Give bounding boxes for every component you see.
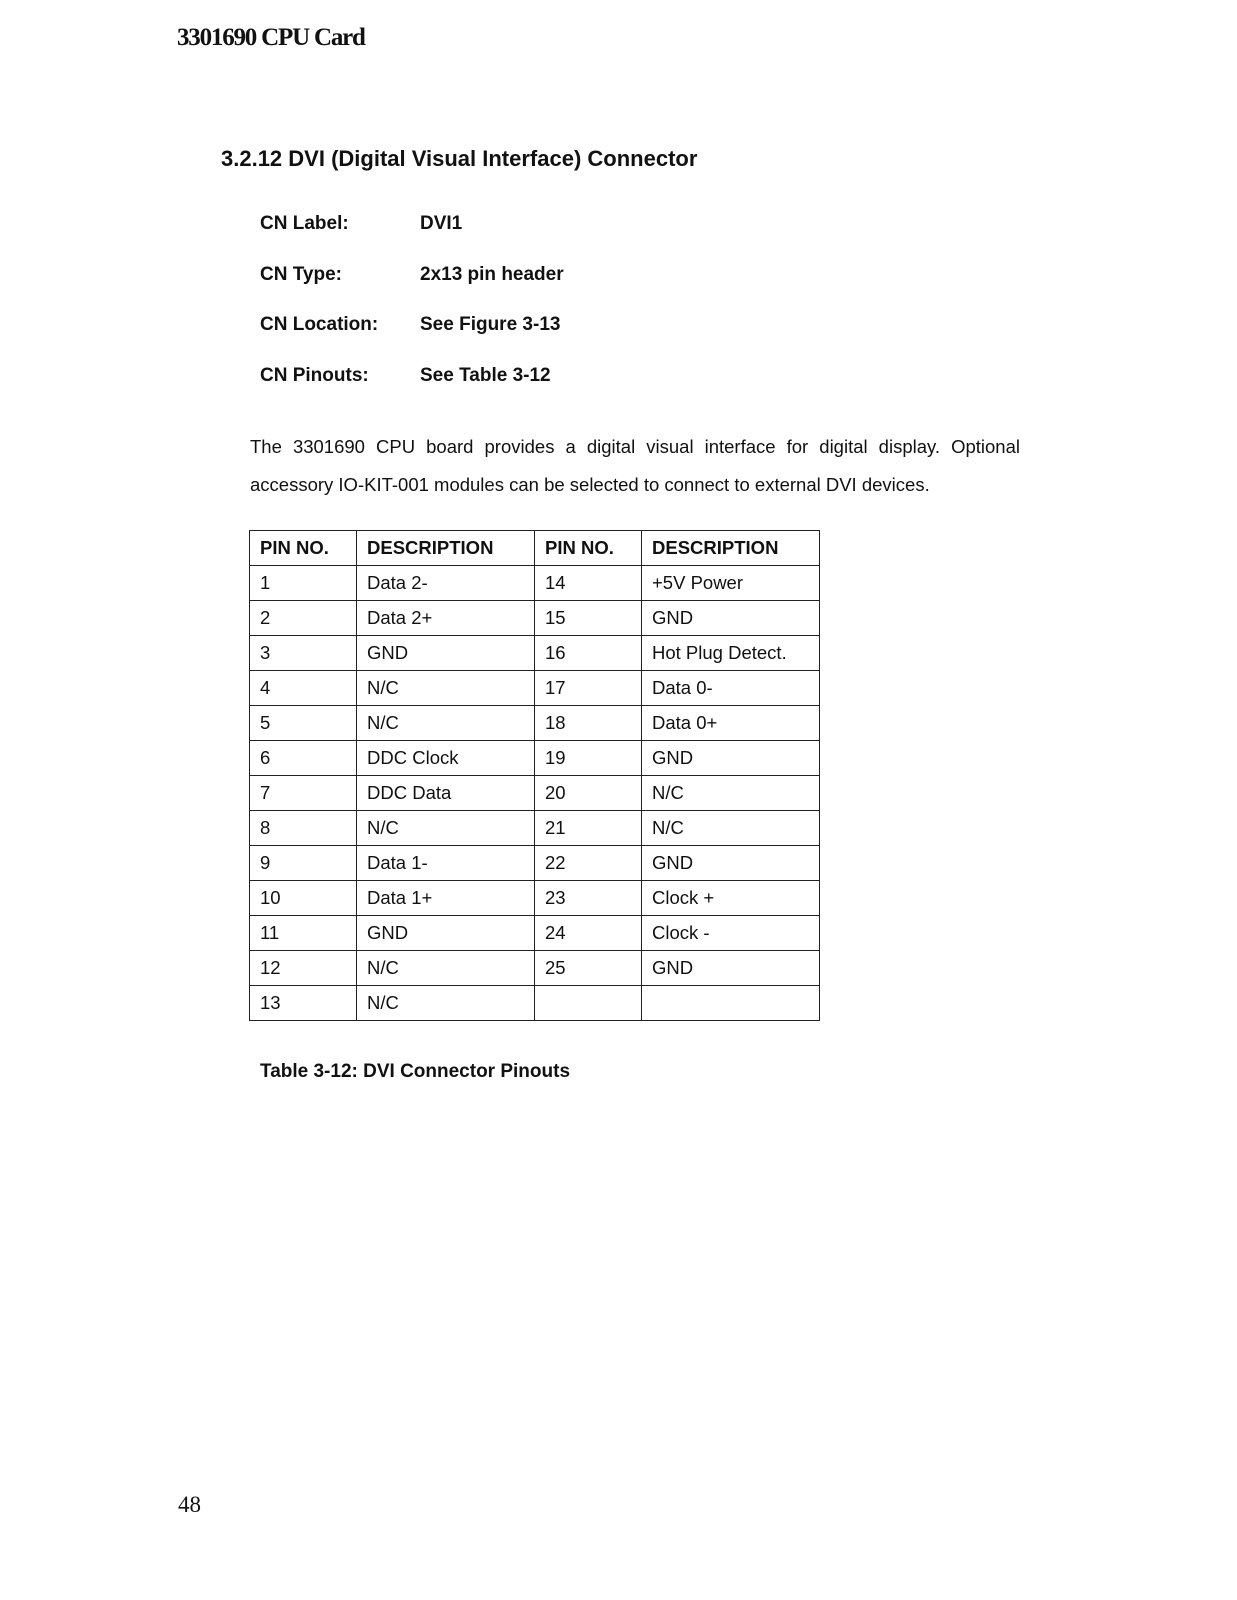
table-cell: 15 [535, 601, 642, 636]
table-row [250, 671, 820, 706]
table-cell: 24 [535, 916, 642, 951]
spec-value: 2x13 pin header [420, 263, 564, 285]
column-header: PIN NO. [535, 531, 642, 566]
spec-row-type [260, 264, 564, 315]
spec-value: See Figure 3-13 [420, 314, 561, 335]
table-cell: 5 [250, 706, 357, 741]
table-header-row [250, 531, 820, 566]
table-cell: 3 [250, 636, 357, 671]
table-cell: DDC Data [357, 776, 535, 811]
table-cell: GND [357, 916, 535, 951]
table-cell: GND [642, 846, 820, 881]
table-cell: 21 [535, 811, 642, 846]
table-cell: 1 [250, 566, 357, 601]
spec-row-location [260, 314, 564, 365]
spec-row-label [260, 213, 564, 264]
connector-spec-list [260, 213, 564, 415]
table-cell: 8 [250, 811, 357, 846]
table-cell: GND [357, 636, 535, 671]
spec-value: See Table 3-12 [420, 364, 551, 386]
table-cell: 19 [535, 741, 642, 776]
table-row [250, 811, 820, 846]
table-cell: Hot Plug Detect. [642, 636, 820, 671]
table-cell: Data 1+ [357, 881, 535, 916]
page-number: 48 [178, 1492, 201, 1517]
column-header: DESCRIPTION [642, 531, 820, 566]
table-body [250, 566, 820, 1021]
table-cell: GND [642, 951, 820, 986]
table-cell: Clock + [642, 881, 820, 916]
table-cell: +5V Power [642, 566, 820, 601]
table-cell: GND [642, 601, 820, 636]
table-cell: N/C [357, 951, 535, 986]
table-row [250, 776, 820, 811]
table-cell: 12 [250, 951, 357, 986]
table-caption: Table 3-12: DVI Connector Pinouts [260, 1061, 571, 1082]
table-cell: 22 [535, 846, 642, 881]
running-header: 3301690 CPU Card [177, 24, 365, 51]
table-cell: 14 [535, 566, 642, 601]
table-cell [642, 986, 820, 1021]
section-heading: 3.2.12 DVI (Digital Visual Interface) Connector [221, 146, 698, 171]
table-cell: 2 [250, 601, 357, 636]
spec-key: CN Location: [260, 314, 379, 335]
table-cell: Data 1- [357, 846, 535, 881]
spec-key: CN Type: [260, 263, 342, 285]
table-cell: 16 [535, 636, 642, 671]
table-row [250, 881, 820, 916]
spec-row-pinouts [260, 365, 564, 416]
table-cell: 13 [250, 986, 357, 1021]
table-cell: Data 2- [357, 566, 535, 601]
table-cell: 25 [535, 951, 642, 986]
table-cell: 20 [535, 776, 642, 811]
table-cell: 7 [250, 776, 357, 811]
column-header: PIN NO. [250, 531, 357, 566]
table-cell: 18 [535, 706, 642, 741]
table-cell: N/C [642, 776, 820, 811]
table-row [250, 916, 820, 951]
table-row [250, 951, 820, 986]
pinout-table [249, 530, 820, 1021]
column-header: DESCRIPTION [357, 531, 535, 566]
table-cell: DDC Clock [357, 741, 535, 776]
table-cell [535, 986, 642, 1021]
table-row [250, 601, 820, 636]
table-row [250, 636, 820, 671]
body-paragraph: The 3301690 CPU board provides a digital visual interface for digital display. Optional accessory IO-KIT-001 modules can be selected to connect to external DVI devices. [250, 436, 1020, 495]
spec-value: DVI1 [420, 213, 463, 234]
table-cell: N/C [357, 986, 535, 1021]
table-row [250, 566, 820, 601]
table-cell: 17 [535, 671, 642, 706]
table-row [250, 986, 820, 1021]
table-cell: Data 0+ [642, 706, 820, 741]
table-cell: Data 0- [642, 671, 820, 706]
table-cell: 11 [250, 916, 357, 951]
spec-key: CN Pinouts: [260, 364, 369, 386]
table-cell: GND [642, 741, 820, 776]
table-row [250, 706, 820, 741]
table-cell: N/C [357, 706, 535, 741]
table-cell: Clock - [642, 916, 820, 951]
table-cell: N/C [357, 671, 535, 706]
table-cell: 23 [535, 881, 642, 916]
table-row [250, 741, 820, 776]
table-cell: N/C [357, 811, 535, 846]
table-cell: N/C [642, 811, 820, 846]
table-cell: 4 [250, 671, 357, 706]
table-cell: 9 [250, 846, 357, 881]
table-cell: Data 2+ [357, 601, 535, 636]
table-cell: 6 [250, 741, 357, 776]
table-row [250, 846, 820, 881]
spec-key: CN Label: [260, 213, 349, 234]
table-cell: 10 [250, 881, 357, 916]
